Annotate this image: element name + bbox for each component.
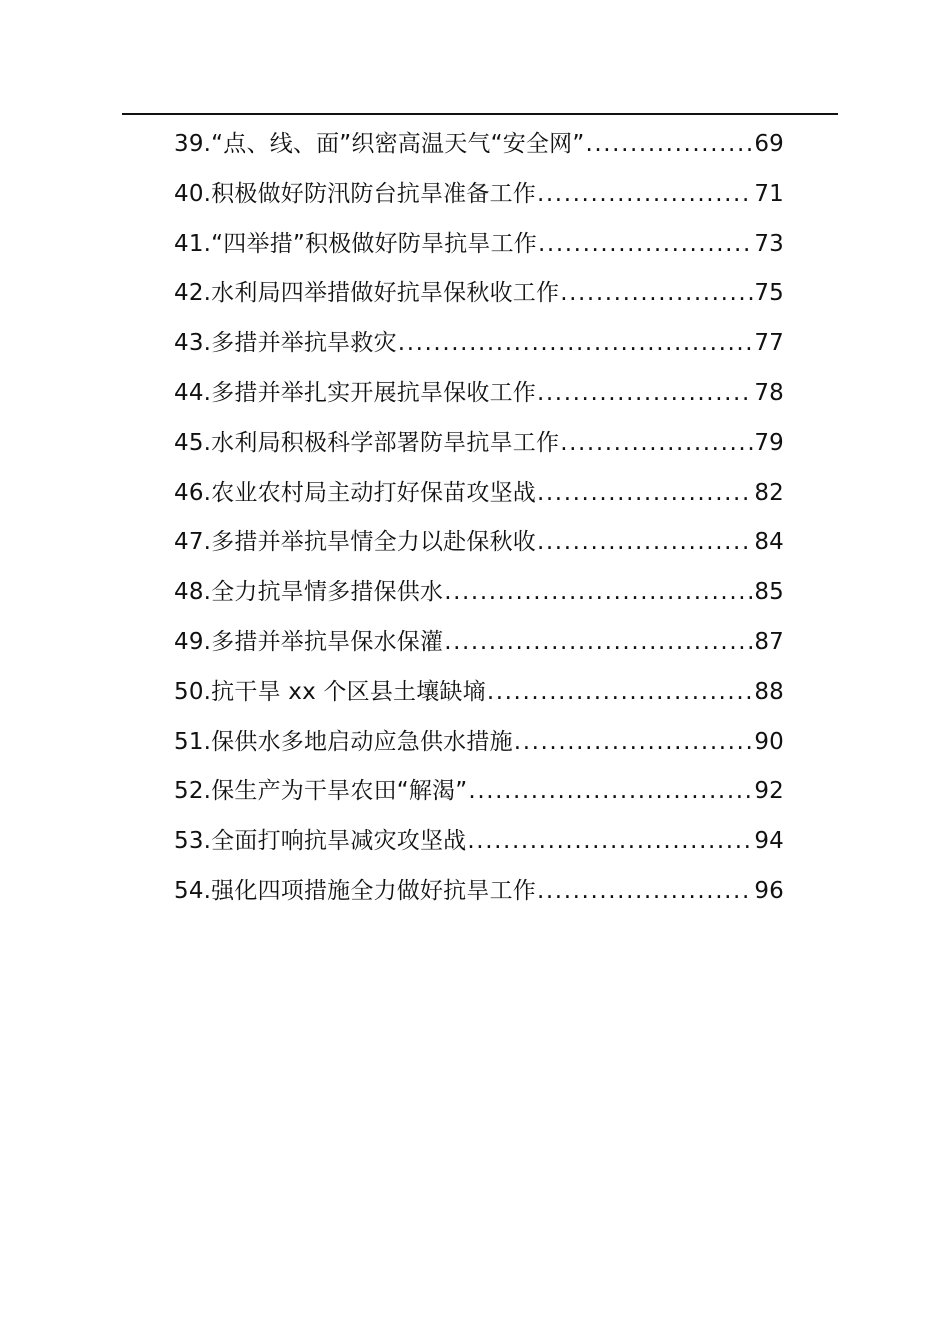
toc-dot-leader <box>537 369 753 419</box>
toc-entry <box>174 817 784 867</box>
toc-dot-leader <box>560 419 753 469</box>
toc-entry-title: 45.水利局积极科学部署防旱抗旱工作 <box>174 429 560 456</box>
toc-entry-page: 96 <box>754 877 784 904</box>
toc-dot-leader <box>560 269 753 319</box>
toc-entry <box>174 718 784 768</box>
toc-entry-page: 82 <box>754 479 784 506</box>
toc-entry-title: 54.强化四项措施全力做好抗旱工作 <box>174 877 536 904</box>
toc-dot-leader <box>537 469 753 519</box>
toc-entry-title: 50.抗干旱 xx 个区县土壤缺墒 <box>174 678 486 705</box>
toc-entry-page: 78 <box>754 379 784 406</box>
toc-entry <box>174 220 784 270</box>
toc-entry <box>174 668 784 718</box>
toc-entry-page: 94 <box>754 828 784 855</box>
toc-dot-leader <box>398 319 754 369</box>
toc-entry-page: 92 <box>754 778 784 805</box>
toc-entry <box>174 469 784 519</box>
toc-entry-page: 90 <box>754 728 784 755</box>
toc-entry <box>174 170 784 220</box>
toc-entry <box>174 319 784 369</box>
toc-entry-title: 48.全力抗旱情多措保供水 <box>174 579 444 606</box>
toc-entry-page: 75 <box>754 280 784 307</box>
toc-entry-title: 40.积极做好防汛防台抗旱准备工作 <box>174 180 536 207</box>
toc-dot-leader <box>585 120 753 170</box>
toc-entry <box>174 867 784 917</box>
toc-dot-leader <box>538 220 753 270</box>
toc-entry <box>174 120 784 170</box>
toc-entry-title: 46.农业农村局主动打好保苗攻坚战 <box>174 479 536 506</box>
toc-dot-leader <box>487 668 754 718</box>
toc-dot-leader <box>444 568 753 618</box>
toc-entry-title: 47.多措并举抗旱情全力以赴保秋收 <box>174 529 536 556</box>
toc-entry-page: 84 <box>754 529 784 556</box>
toc-dot-leader <box>514 718 754 768</box>
toc-entry-title: 42.水利局四举措做好抗旱保秋收工作 <box>174 280 560 307</box>
toc-entry-page: 85 <box>754 579 784 606</box>
toc-entry-page: 88 <box>754 678 784 705</box>
toc-entry-page: 69 <box>754 131 784 157</box>
toc-entry-title: 52.保生产为干旱农田“解渴” <box>174 778 468 805</box>
toc-entry-title: 41.“四举措”积极做好防旱抗旱工作 <box>174 230 538 257</box>
toc-entry-page: 73 <box>754 230 784 257</box>
toc-dot-leader <box>468 767 753 817</box>
toc-entry <box>174 618 784 668</box>
toc-entry-title: 53.全面打响抗旱减灾攻坚战 <box>174 828 467 855</box>
toc-dot-leader <box>537 518 753 568</box>
toc-entry-title: 49.多措并举抗旱保水保灌 <box>174 628 444 655</box>
toc-dot-leader <box>537 867 753 917</box>
toc-entry <box>174 568 784 618</box>
toc-entry-title: 44.多措并举扎实开展抗旱保收工作 <box>174 379 536 406</box>
header-rule <box>122 113 838 115</box>
toc-entry <box>174 419 784 469</box>
toc-entry-page: 87 <box>754 628 784 655</box>
toc-entry-title: 43.多措并举抗旱救灾 <box>174 330 397 357</box>
table-of-contents <box>174 120 784 917</box>
toc-entry <box>174 767 784 817</box>
toc-entry <box>174 269 784 319</box>
toc-entry <box>174 518 784 568</box>
toc-dot-leader <box>537 170 753 220</box>
toc-entry-title: 51.保供水多地启动应急供水措施 <box>174 728 513 755</box>
toc-entry-page: 77 <box>754 330 784 357</box>
toc-dot-leader <box>467 817 753 867</box>
toc-entry-page: 79 <box>754 429 784 456</box>
toc-entry <box>174 369 784 419</box>
toc-entry-title: 39.“点、线、面”织密高温天气“安全网” <box>174 131 585 157</box>
toc-dot-leader <box>444 618 753 668</box>
toc-entry-page: 71 <box>754 180 784 207</box>
